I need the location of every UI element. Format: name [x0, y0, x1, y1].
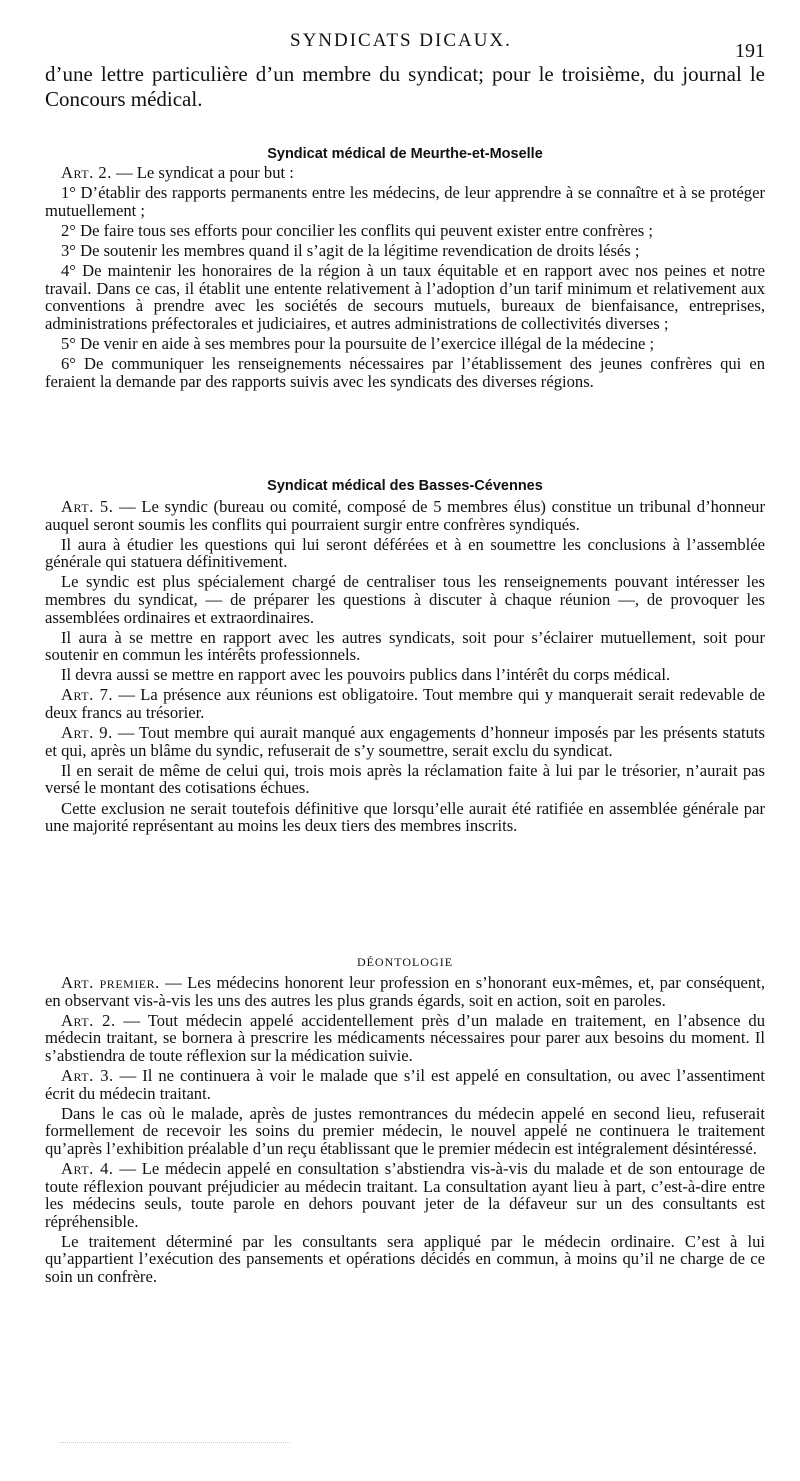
paragraph: Il aura à se mettre en rapport avec les autres syndicats, soit pour s’éclairer mutuellement, soit pour soutenir en commun les intérêts professionnels.: [45, 627, 765, 665]
article-label: Art. 4.: [61, 1158, 114, 1178]
section-heading-deontologie: DÉONTOLOGIE: [356, 955, 454, 969]
paragraph: Il en serait de même de celui qui, trois mois après la réclamation faite à lui par le trésorier, n’aurait pas versé le montant des cotisations échues.: [45, 760, 765, 798]
article-5: Art. 5. — Le syndic (bureau ou comité, composé de 5 membres élus) constitue un tribunal d’honneur auquel seront soumis les conflits qui pourraient surgir entre confrères syndiqués.: [45, 497, 766, 534]
section-basses-cevennes: [45, 498, 765, 837]
article-item-1: 1° D’établir des rapports permanents entre les médecins, de leur apprendre à se connaître et à se protéger mutuellement ;: [45, 183, 765, 220]
section-heading-basses-cevennes: Syndicat médical des Basses-Cévennes: [267, 478, 543, 494]
article-label: Art. 2.: [61, 1010, 116, 1030]
article-label: Art. premier.: [61, 973, 160, 992]
article-item-6: 6° De communiquer les renseignements nécessaires par l’établissement des jeunes confrères qui en feraient la demande par des rapports suivis avec les syndicats des diverses régions.: [45, 353, 765, 391]
article-item-3: 3° De soutenir les membres quand il s’agit de la légitime revendication de droits lésés ;: [61, 240, 640, 260]
paragraph: Il aura à étudier les questions qui lui seront déférées et à en soumettre les conclusions à l’assemblée générale qui statuera définitivement.: [45, 534, 765, 572]
article-3: Art. 3. — Il ne continuera à voir le malade que s’il est appelé en consultation, ou avec l’assentiment écrit du médecin traitant.: [45, 1065, 765, 1103]
section-heading-meurthe-et-moselle: Syndicat médical de Meurthe-et-Moselle: [267, 146, 543, 162]
paragraph: Dans le cas où le malade, après de justes remontrances du médecin appelé en second lieu, refuserait formellement de recevoir les soins du premier médecin, le nouvel appelé ne continuera le traitement qu’après l’exhibition préalable d’un reçu établissant que le premier médecin est intégralement désintéressé.: [45, 1103, 765, 1158]
footer-divider: [60, 1442, 290, 1443]
article-premier: Art. premier. — Les médecins honorent leur profession en s’honorant eux-mêmes, et, par conséquent, en observant vis-à-vis les uns des autres les plus grands égards, soit en action, soit en paroles.: [45, 973, 765, 1010]
article-7: Art. 7. — La présence aux réunions est obligatoire. Tout membre qui y manquerait serait redevable de deux francs au trésorier.: [45, 685, 765, 723]
article-label: Art. 2.: [61, 163, 112, 182]
running-head: SYNDICATS DICAUX.: [290, 30, 512, 51]
section-meurthe-et-moselle: [45, 164, 765, 393]
page-number: 191: [735, 40, 765, 62]
intro-paragraph: d’une lettre particulière d’un membre du syndicat; pour le troisième, du journal le Concours médical.: [45, 62, 765, 111]
paragraph: Le traitement déterminé par les consultants sera appliqué par le médecin ordinaire. C’est à lui qu’appartient l’exécution des pansements et opérations décidés en commun, à moins qu’il ne charge de ce soin un confrère.: [45, 1231, 765, 1286]
article-label: Art. 5.: [61, 497, 114, 516]
article-item-4: 4° De maintenir les honoraires de la région à un taux équitable et en rapport avec nos peines et notre travail. Dans ce cas, il établit une entente relativement à l’adoption d’un tarif minimum et relativement aux conventions à prendre avec les sociétés de secours mutuels, bureaux de bienfaisance, entreprises, administrations préfectorales et judiciaires, et autres administrations de collectivités diverses ;: [45, 260, 765, 333]
article-item-2: 2° De faire tous ses efforts pour concilier les conflits qui peuvent exister entre confrères ;: [61, 220, 653, 240]
paragraph: Il devra aussi se mettre en rapport avec les pouvoirs publics dans l’intérêt du corps médical.: [61, 665, 671, 685]
article-2: Art. 2. — Tout médecin appelé accidentellement près d’un malade en traitement, en l’absence du médecin traitant, se bornera à prescrire les médicaments nécessaires pour parer aux besoins du moment. Il s’abstiendra de toute réflexion sur la médication suivie.: [45, 1010, 765, 1065]
article-label: Art. 9.: [61, 723, 113, 743]
article-2-intro: Art. 2. — Le syndicat a pour but :: [61, 163, 294, 182]
article-label: Art. 7.: [61, 685, 114, 705]
paragraph: Cette exclusion ne serait toutefois définitive que lorsqu’elle aurait été ratifiée en assemblée générale par une majorité représentant au moins les deux tiers des membres inscrits.: [45, 798, 765, 836]
article-item-5: 5° De venir en aide à ses membres pour la poursuite de l’exercice illégal de la médecine ;: [61, 333, 655, 353]
paragraph: Le syndic est plus spécialement chargé de centraliser tous les renseignements pouvant intéresser les membres du syndicat, — de préparer les questions à discuter à chaque réunion —, de provoquer les assemblées ordinaires et extraordinaires.: [45, 572, 765, 627]
article-4: Art. 4. — Le médecin appelé en consultation s’abstiendra vis-à-vis du malade et de son entourage de toute réflexion pouvant préjudicier au médecin traitant. La consultation ayant lieu à part, c’est-à-dire entre les médecins seuls, toute parole en dehors pouvant jeter de la défaveur sur un des consultants est répréhensible.: [45, 1158, 765, 1231]
section-deontologie: [45, 974, 765, 1288]
article-label: Art. 3.: [61, 1065, 114, 1085]
article-9: Art. 9. — Tout membre qui aurait manqué aux engagements d’honneur imposés par les présents statuts et qui, après un blâme du syndic, refuserait de s’y soumettre, serait exclu du syndicat.: [45, 723, 765, 760]
